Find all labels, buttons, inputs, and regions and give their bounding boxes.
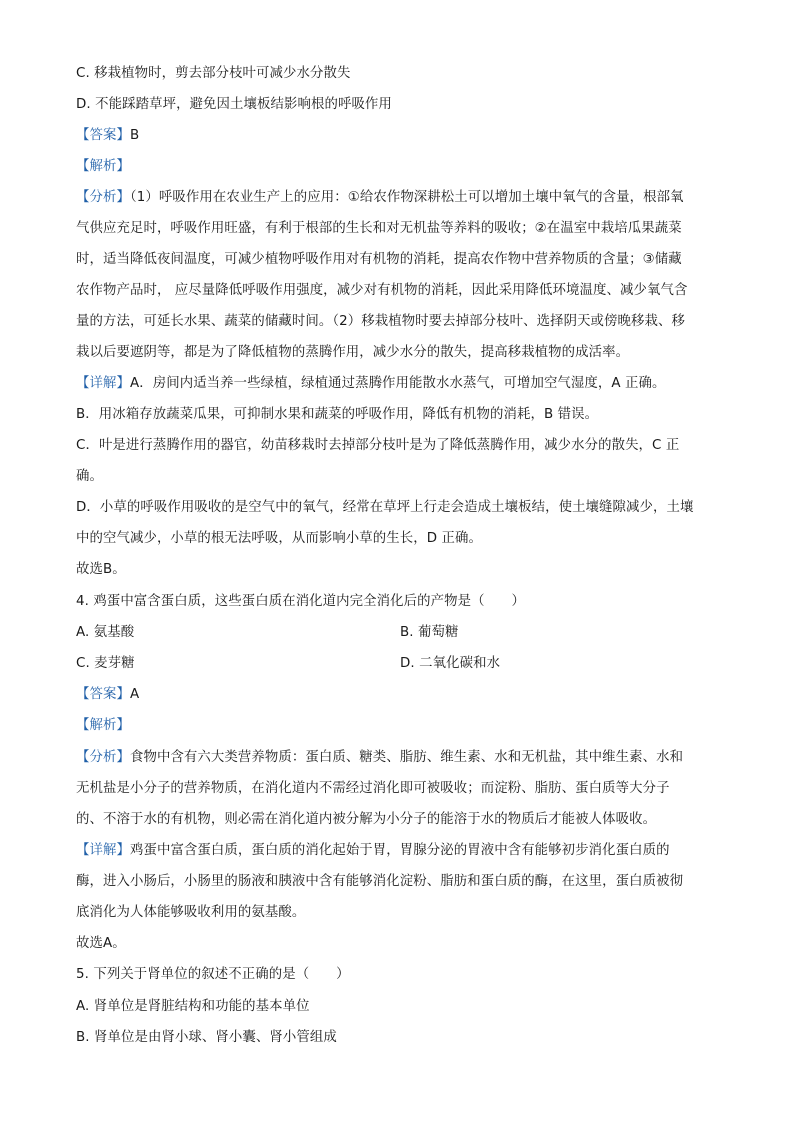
fenxi-tag: 【分析】: [76, 190, 130, 205]
detail-line-c: C．叶是进行蒸腾作用的器官，幼苗移栽时去掉部分枝叶是为了降低蒸腾作用，减少水分的散失，C 正: [76, 438, 680, 453]
answer-tag: 【答案】: [76, 687, 130, 702]
answer-value: A: [129, 687, 140, 702]
q4-detail-line-2: 酶，进入小肠后，小肠里的肠液和胰液中含有能够消化淀粉、脂肪和蛋白质的酶，在这里，蛋白质被彻: [76, 874, 684, 889]
analysis-line-5: 量的方法，可延长水果、蔬菜的储藏时间。（2）移栽植物时要去掉部分枝叶、选择阴天或傍晚移栽、移: [76, 314, 685, 329]
analysis-text: 食物中含有六大类营养物质：蛋白质、糖类、脂肪、维生素、水和无机盐，其中维生素、水和: [129, 750, 684, 765]
analysis-line-3: 时，适当降低夜间温度，可减少植物呼吸作用对有机物的消耗，提高农作物中营养物质的含量；③储藏: [76, 252, 682, 267]
analysis-line-2: 气供应充足时，呼吸作用旺盛，有利于根部的生长和对无机盐等养料的吸收；②在温室中栽培瓜果蔬菜: [76, 221, 682, 236]
analysis-tag: 【解析】: [76, 159, 130, 174]
q4-option-d: D. 二氧化碳和水: [400, 656, 501, 671]
option-d: D. 不能踩踏草坪，避免因土壤板结影响根的呼吸作用: [76, 97, 392, 112]
question-5: 5. 下列关于肾单位的叙述不正确的是（ ）: [76, 967, 350, 982]
detail-line-d: D．小草的呼吸作用吸收的是空气中的氧气，经常在草坪上行走会造成土壤板结，使土壤缝隙减少，土壤: [76, 500, 694, 515]
analysis-line-1: [76, 189, 722, 207]
q4-options-row-1: [76, 624, 722, 642]
answer-line: [76, 127, 722, 145]
xiangjie-tag: 【详解】: [76, 843, 130, 858]
q4-options-row-2: [76, 655, 722, 673]
detail-line-c-cont: 确。: [76, 469, 103, 484]
conclusion-1: 故选B。: [76, 562, 126, 577]
q4-detail-line-1: [76, 842, 722, 860]
xiangjie-tag: 【详解】: [76, 376, 130, 391]
analysis-text: （1）呼吸作用在农业生产上的应用：①给农作物深耕松土可以增加土壤中氧气的含量，根部氧: [129, 190, 684, 205]
answer-value: B: [129, 128, 140, 143]
detail-line-d-cont: 中的空气减少，小草的根无法呼吸，从而影响小草的生长，D 正确。: [76, 531, 482, 546]
detail-line-b: B．用冰箱存放蔬菜瓜果，可抑制水果和蔬菜的呼吸作用，降低有机物的消耗，B 错误。: [76, 407, 599, 422]
analysis-line-6: 栽以后要遮阴等，都是为了降低植物的蒸腾作用，减少水分的散失，提高移栽植物的成活率。: [76, 345, 630, 360]
q4-analysis-heading: [76, 717, 722, 735]
q4-answer-line: [76, 686, 722, 704]
q4-analysis-line-1: [76, 749, 722, 767]
analysis-line-4: 农作物产品时， 应尽量降低呼吸作用强度，减少对有机物的消耗，因此采用降低环境温度、减少氧气含: [76, 283, 688, 298]
detail-text: A．房间内适当养一些绿植，绿植通过蒸腾作用能散水水蒸气，可增加空气湿度，A 正确。: [129, 376, 666, 391]
q5-option-a: A. 肾单位是肾脏结构和功能的基本单位: [76, 999, 310, 1014]
option-c: C. 移栽植物时，剪去部分枝叶可减少水分散失: [76, 66, 351, 81]
q4-detail-line-3: 底消化为人体能够吸收利用的氨基酸。: [76, 905, 306, 920]
answer-tag: 【答案】: [76, 128, 130, 143]
analysis-tag: 【解析】: [76, 718, 130, 733]
q4-option-a: A. 氨基酸: [76, 625, 135, 640]
detail-line-a: [76, 375, 722, 393]
fenxi-tag: 【分析】: [76, 750, 130, 765]
q4-option-c: C. 麦芽糖: [76, 656, 135, 671]
q4-option-b: B. 葡萄糖: [400, 625, 459, 640]
q4-analysis-line-2: 无机盐是小分子的营养物质，在消化道内不需经过消化即可被吸收；而淀粉、脂肪、蛋白质等大分子: [76, 781, 670, 796]
q5-option-b: B. 肾单位是由肾小球、肾小囊、肾小管组成: [76, 1030, 337, 1045]
q4-analysis-line-3: 的、不溶于水的有机物，则必需在消化道内被分解为小分子的能溶于水的物质后才能被人体吸收。: [76, 812, 657, 827]
question-4: 4. 鸡蛋中富含蛋白质，这些蛋白质在消化道内完全消化后的产物是（ ）: [76, 594, 526, 609]
detail-text: 鸡蛋中富含蛋白质，蛋白质的消化起始于胃，胃腺分泌的胃液中含有能够初步消化蛋白质的: [129, 843, 670, 858]
analysis-heading: [76, 158, 722, 176]
conclusion-2: 故选A。: [76, 936, 126, 951]
